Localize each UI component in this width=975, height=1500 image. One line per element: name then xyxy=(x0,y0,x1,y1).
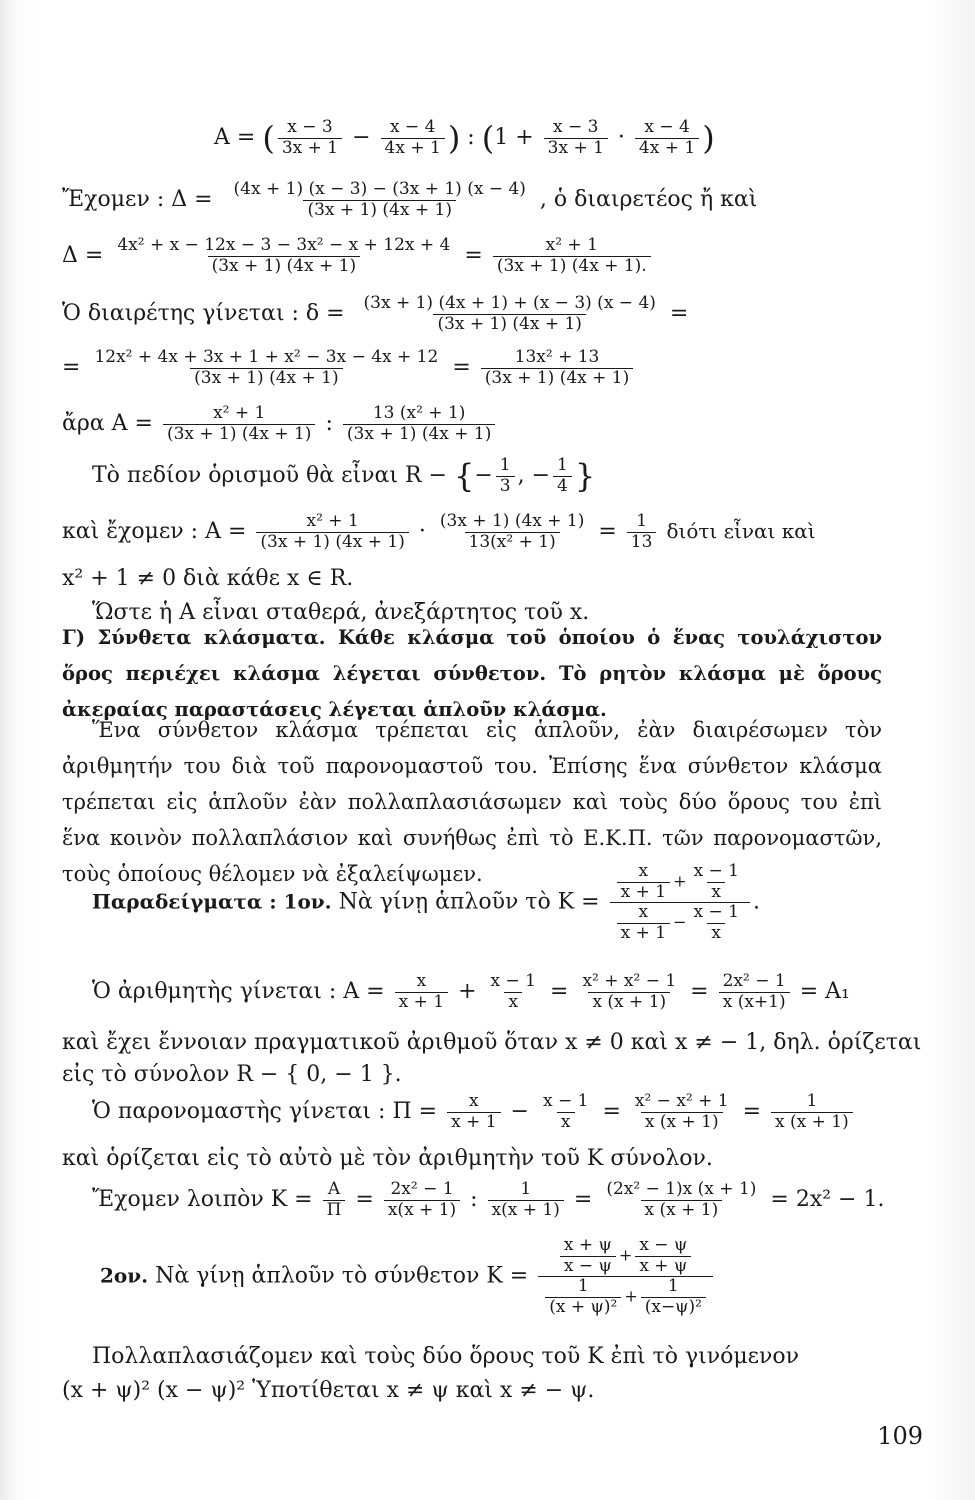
text-line: Πολλαπλασιάζομεν καὶ τοὺς δύο ὅρους τοῦ K ἐπὶ τὸ γινόμενον xyxy=(92,1344,800,1369)
equation-delta-expanded: Δ = $\frac{\text{4x² + x − 12x − 3 − 3x² − x + 12x + 4}}{(3x + 1) (4x + 1)}$ = $\frac{\text{x² + 1}}{(3x + 1) (4x + 1).}$ xyxy=(62,236,654,276)
text-line: (x + ψ)² (x − ψ)² Ὑποτίθεται x ≠ ψ καὶ x ≠ − ψ. xyxy=(62,1378,595,1403)
fraction: $\frac{x - 4}{4x + 1}$ xyxy=(381,118,445,158)
fraction: $\frac{x - \psi}{x + \psi}$ xyxy=(635,1236,691,1276)
fraction: $\frac{1}{3}$ xyxy=(496,456,515,496)
section-paragraph: Ἕνα σύνθετον κλάσμα τρέπεται εἰς ἁπλοῦν, ἐὰν διαιρέσωμεν τὸν ἀριθμητήν του διὰ τοῦ παρονομαστοῦ του. Ἐπίσης ἕνα σύνθετον κλάσμα τρέπεται εἰς ἁπλοῦν ἐὰν πολλαπλασιάσωμεν καὶ τοὺς δύο ὅρους του ἐπὶ ἕνα κοινὸν πολλαπλάσιον καὶ συνήθως ἐπὶ τὸ Ε.Κ.Π. τῶν παρονομαστῶν, τοὺς ὁποίους θέλομεν νὰ ἐξαλείψωμεν. xyxy=(62,718,882,886)
fraction: $\frac{(3x + 1) (4x + 1) + (x - 3) (x - 4)}{(3x + 1) (4x + 1)}$ xyxy=(363,293,656,334)
fraction: $\frac{x}{x + 1}$ xyxy=(617,903,670,943)
fraction: $\frac{x - 1}{x}$ xyxy=(542,1091,589,1132)
equation-numerator: Ὁ ἀριθμητὴς γίνεται : A = $\frac{x}{x + 1}$ + $\frac{x - 1}{x}$ = $\frac{\text{x² + x² − 1}}{x (x + 1)}$ = $\frac{\text{2x² − 1}}{x (x+1)}$ = A₁ xyxy=(92,971,850,1012)
fraction: $\frac{\text{x² + 1}}{(3x + 1) (4x + 1)}$ xyxy=(163,404,315,444)
example-2: 2ον. Νὰ γίνῃ ἁπλοῦν τὸ σύνθετον K = $\frac{x + \psi}{x - \psi}$ + $\frac{x - \psi}{x + \psi}$ $\frac{1}{\text{(x + ψ)²}}$ + $\frac{1}{\text{(x−ψ)²}}$ xyxy=(100,1236,716,1317)
fraction: $\frac{\text{2x² − 1}}{x(x + 1)}$ xyxy=(384,1180,460,1220)
compound-fraction: $\frac{x + \psi}{x - \psi}$ + $\frac{x - \psi}{x + \psi}$ $\frac{1}{\text{(x + ψ)²}}$ + $\frac{1}{\text{(x−ψ)²}}$ xyxy=(538,1236,713,1317)
text-line: x² + 1 ≠ 0 διὰ κάθε x ∈ R. xyxy=(62,566,354,591)
fraction: $\frac{\text{x² + 1}}{(3x + 1) (4x + 1).}$ xyxy=(493,236,651,276)
equation-divisor-expanded: = $\frac{\text{12x² + 4x + 3x + 1 + x² − 3x − 4x + 12}}{(3x + 1) (4x + 1)}$ = $\frac{\text{13x² + 13}}{(3x + 1) (4x + 1)}$ xyxy=(62,348,636,388)
equation-delta: Ἔχομεν : Δ = $\frac{(4x + 1) (x - 3) - (3x + 1) (x - 4)}{(3x + 1) (4x + 1)}$ , ὁ διαιρετέος ἤ καὶ xyxy=(62,179,758,220)
fraction: $\frac{\text{13x² + 13}}{(3x + 1) (4x + 1)}$ xyxy=(481,348,633,388)
equation-ara: ἄρα A = $\frac{\text{x² + 1}}{(3x + 1) (4x + 1)}$ : $\frac{\text{13 (x² + 1)}}{(3x + 1) (4x + 1)}$ xyxy=(62,404,498,444)
fraction: $\frac{1}{\text{(x−ψ)²}}$ xyxy=(641,1277,706,1317)
equation-A: A = ( $\frac{x - 3}{3x + 1}$ − $\frac{x - 4}{4x + 1}$ ) : (1 + $\frac{x - 3}{3x + 1}$ · $\frac{x - 4}{4x + 1}$ ) xyxy=(214,117,715,158)
eq-lhs: A = xyxy=(214,125,256,151)
equation-denominator: Ὁ παρονομαστὴς γίνεται : Π = $\frac{x}{x + 1}$ − $\frac{x - 1}{x}$ = $\frac{\text{x² − x² + 1}}{x (x + 1)}$ = $\frac{1}{x (x + 1)}$ xyxy=(92,1092,856,1132)
fraction: $\frac{A}{\Pi}$ xyxy=(323,1180,346,1220)
text-line: καὶ ἔχει ἔννοιαν πραγματικοῦ ἀριθμοῦ ὅταν x ≠ 0 καὶ x ≠ − 1, δηλ. ὁρίζεται xyxy=(62,1030,922,1055)
fraction: $\frac{x}{x + 1}$ xyxy=(617,862,670,902)
domain-line: Τὸ πεδίον ὁρισμοῦ θὰ εἶναι R − {− $\frac{1}{3}$ , − $\frac{1}{4}$ } xyxy=(92,455,596,496)
fraction: $\frac{(4x + 1) (x - 3) - (3x + 1) (x - 4)}{(3x + 1) (4x + 1)}$ xyxy=(233,179,526,220)
equation-result-K: Ἔχομεν λοιπὸν K = $\frac{A}{\Pi}$ = $\frac{\text{2x² − 1}}{x(x + 1)}$ : $\frac{1}{x(x + 1)}$ = $\frac{\text{(2x² − 1)x (x + 1)}}{x (x + 1)}$ = 2x² − 1. xyxy=(92,1179,885,1220)
section-heading: Γ) Σύνθετα κλάσματα. Κάθε κλάσμα τοῦ ὁποίου ὁ ἕνας τουλάχιστον ὅρος περιέχει κλάσμα λέγεται σύνθετον. Τὸ ρητὸν κλάσμα μὲ ὅρους ἀκεραίας παραστάσεις λέγεται ἁπλοῦν κλάσμα. xyxy=(62,626,882,721)
fraction: $\frac{\text{4x² + x − 12x − 3 − 3x² − x + 12x + 4}}{(3x + 1) (4x + 1)}$ xyxy=(117,235,451,276)
fraction: $\frac{x}{x + 1}$ xyxy=(447,1092,500,1132)
fraction: $\frac{\text{12x² + 4x + 3x + 1 + x² − 3x − 4x + 12}}{(3x + 1) (4x + 1)}$ xyxy=(94,347,439,388)
fraction: $\frac{x + \psi}{x - \psi}$ xyxy=(560,1236,616,1276)
equation-result: καὶ ἔχομεν : A = $\frac{\text{x² + 1}}{(3x + 1) (4x + 1)}$ · $\frac{(3x + 1) (4x + 1)}{\text{13(x² + 1)}}$ = $\frac{1}{13}$ διότι εἶναι καὶ xyxy=(62,511,816,552)
fraction: $\frac{x - 3}{3x + 1}$ xyxy=(278,118,342,158)
fraction: $\frac{1}{\text{(x + ψ)²}}$ xyxy=(545,1277,621,1317)
fraction: $\frac{1}{4}$ xyxy=(553,456,572,496)
fraction: $\frac{\text{13 (x² + 1)}}{(3x + 1) (4x + 1)}$ xyxy=(343,404,495,444)
fraction: $\frac{\text{x² − x² + 1}}{x (x + 1)}$ xyxy=(634,1091,729,1132)
fraction: $\frac{(3x + 1) (4x + 1)}{\text{13(x² + 1)}}$ xyxy=(439,511,585,552)
fraction: $\frac{1}{x (x + 1)}$ xyxy=(771,1092,853,1132)
fraction: $\frac{\text{2x² − 1}}{x (x+1)}$ xyxy=(719,972,790,1012)
compound-fraction: $\frac{x}{x + 1}$ + $\frac{x - 1}{x}$ $\frac{x}{x + 1}$ − $\frac{x - 1}{x}$ xyxy=(610,862,750,943)
example-1: Παραδείγματα : 1ον. Νὰ γίνῃ ἁπλοῦν τὸ K = $\frac{x}{x + 1}$ + $\frac{x - 1}{x}$ $\frac{x}{x + 1}$ − $\frac{x - 1}{x}$ . xyxy=(92,861,760,943)
page-number: 109 xyxy=(877,1422,923,1450)
equation-divisor: Ὁ διαιρέτης γίνεται : δ = $\frac{(3x + 1) (4x + 1) + (x - 3) (x - 4)}{(3x + 1) (4x + 1)}$ = xyxy=(62,293,689,334)
fraction: $\frac{1}{13}$ xyxy=(627,512,657,552)
fraction: $\frac{\text{x² + 1}}{(3x + 1) (4x + 1)}$ xyxy=(256,512,408,552)
text-line: εἰς τὸ σύνολον R − { 0, − 1 }. xyxy=(62,1062,402,1087)
fraction: $\frac{1}{x(x + 1)}$ xyxy=(488,1180,564,1220)
fraction: $\frac{x - 1}{x}$ xyxy=(490,971,536,1012)
fraction: $\frac{\text{x² + x² − 1}}{x (x + 1)}$ xyxy=(582,971,677,1012)
fraction: $\frac{\text{(2x² − 1)x (x + 1)}}{x (x + 1)}$ xyxy=(606,1179,757,1220)
fraction: $\frac{x - 3}{3x + 1}$ xyxy=(544,118,608,158)
text-line: καὶ ὁρίζεται εἰς τὸ αὐτὸ μὲ τὸν ἀριθμητὴν τοῦ K σύνολον. xyxy=(62,1146,713,1171)
text-line: Ὥστε ἡ A εἶναι σταθερά, ἀνεξάρτητος τοῦ x. xyxy=(92,600,590,625)
fraction: $\frac{x - 4}{4x + 1}$ xyxy=(635,118,699,158)
fraction: $\frac{x - 1}{x}$ xyxy=(693,861,739,902)
fraction: $\frac{x}{x + 1}$ xyxy=(395,972,448,1012)
fraction: $\frac{x - 1}{x}$ xyxy=(693,902,739,943)
